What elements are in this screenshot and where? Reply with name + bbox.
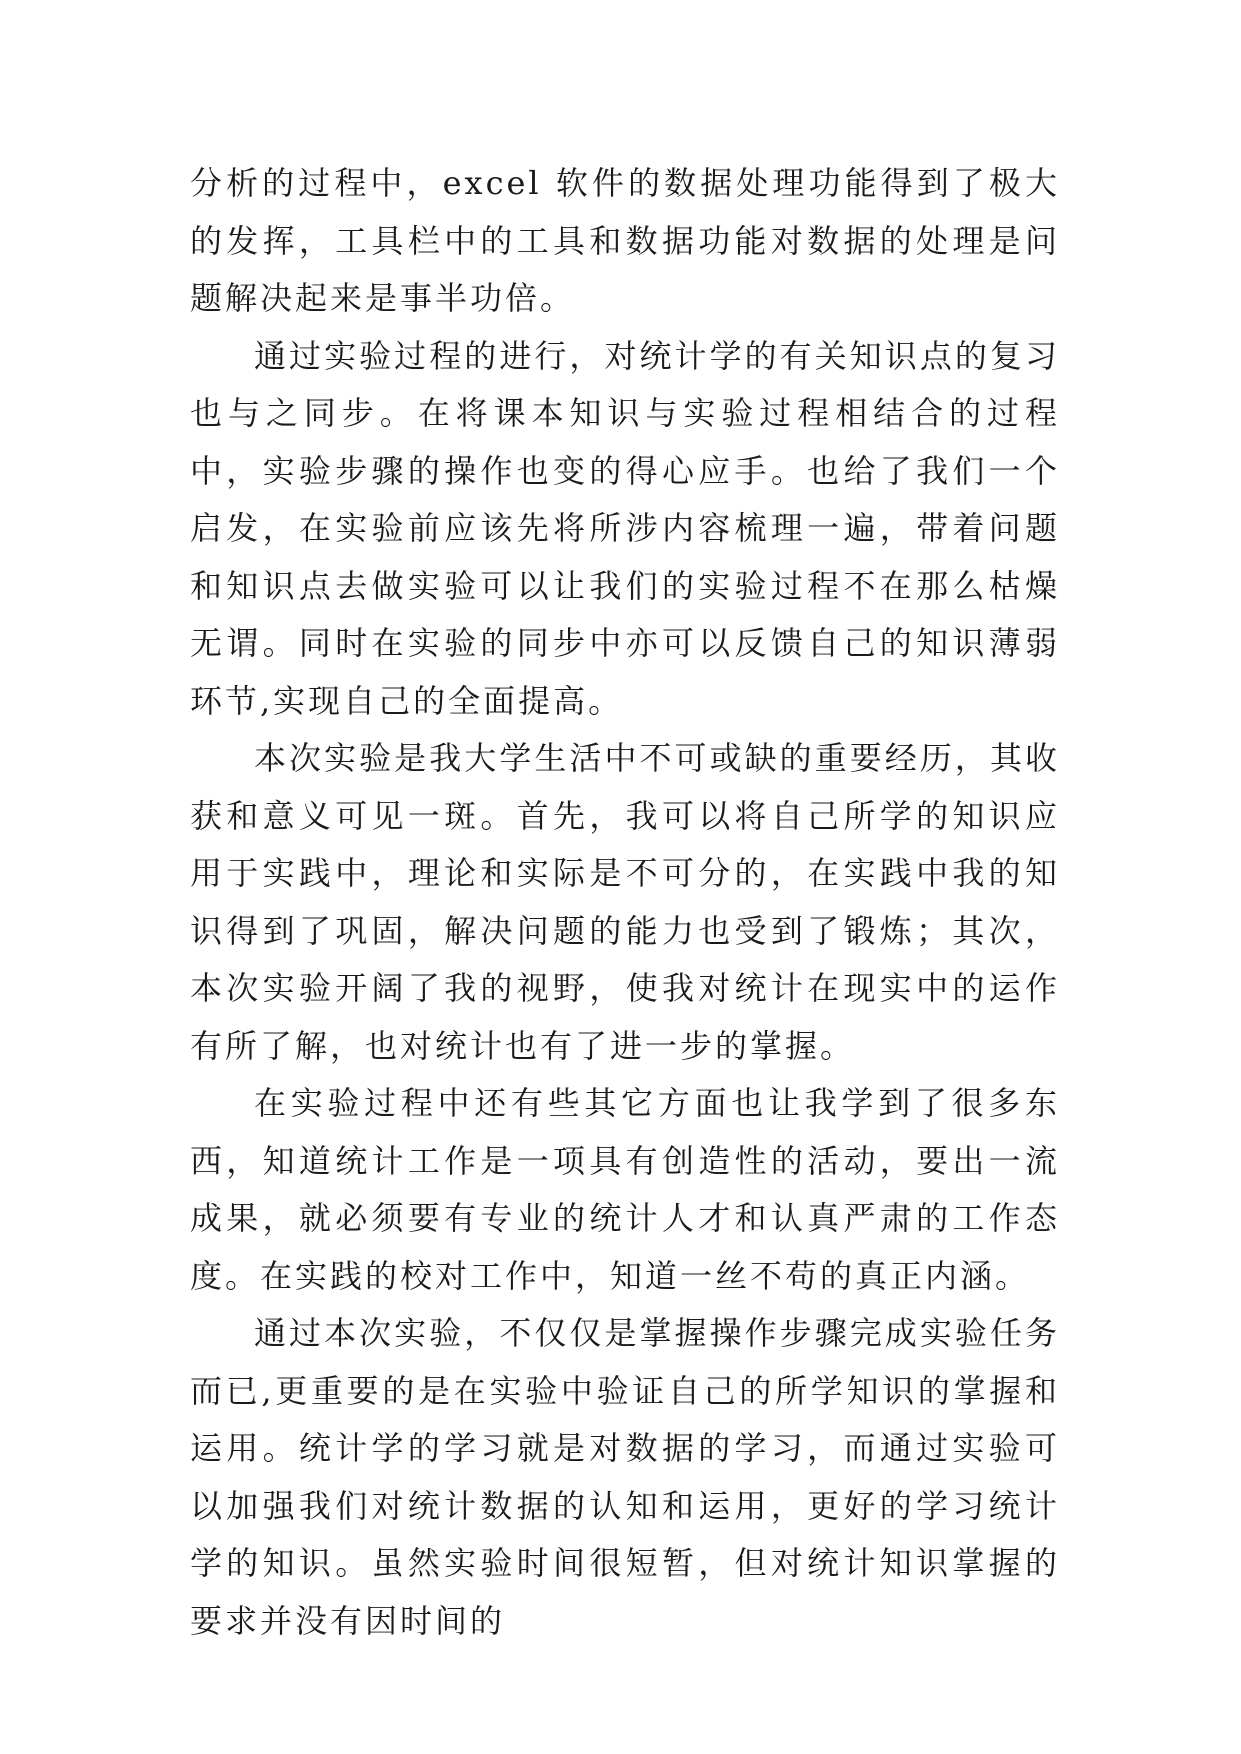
paragraph-2: 通过实验过程的进行，对统计学的有关知识点的复习也与之同步。在将课本知识与实验过程相结合的过程中，实验步骤的操作也变的得心应手。也给了我们一个启发，在实验前应该先将所涉内容梳理一遍，带着问题和知识点去做实验可以让我们的实验过程不在那么枯燥无谓。同时在实验的同步中亦可以反馈自己的知识薄弱环节,实现自己的全面提高。 <box>190 336 1060 720</box>
paragraph-1: 分析的过程中，excel 软件的数据处理功能得到了极大的发挥，工具栏中的工具和数据功能对数据的处理是问题解决起来是事半功倍。 <box>190 164 1060 317</box>
document-body <box>190 155 1060 1650</box>
paragraph-4: 在实验过程中还有些其它方面也让我学到了很多东西，知道统计工作是一项具有创造性的活动，要出一流成果，就必须要有专业的统计人才和认真严肃的工作态度。在实践的校对工作中，知道一丝不苟的真正内涵。 <box>190 1084 1060 1295</box>
paragraph-3: 本次实验是我大学生活中不可或缺的重要经历，其收获和意义可见一斑。首先，我可以将自己所学的知识应用于实践中，理论和实际是不可分的，在实践中我的知识得到了巩固，解决问题的能力也受到了锻炼；其次，本次实验开阔了我的视野，使我对统计在现实中的运作有所了解，也对统计也有了进一步的掌握。 <box>190 739 1060 1065</box>
paragraph-5: 通过本次实验，不仅仅是掌握操作步骤完成实验任务而已,更重要的是在实验中验证自己的所学知识的掌握和运用。统计学的学习就是对数据的学习，而通过实验可以加强我们对统计数据的认知和运用，更好的学习统计学的知识。虽然实验时间很短暂，但对统计知识掌握的要求并没有因时间的 <box>190 1314 1060 1640</box>
